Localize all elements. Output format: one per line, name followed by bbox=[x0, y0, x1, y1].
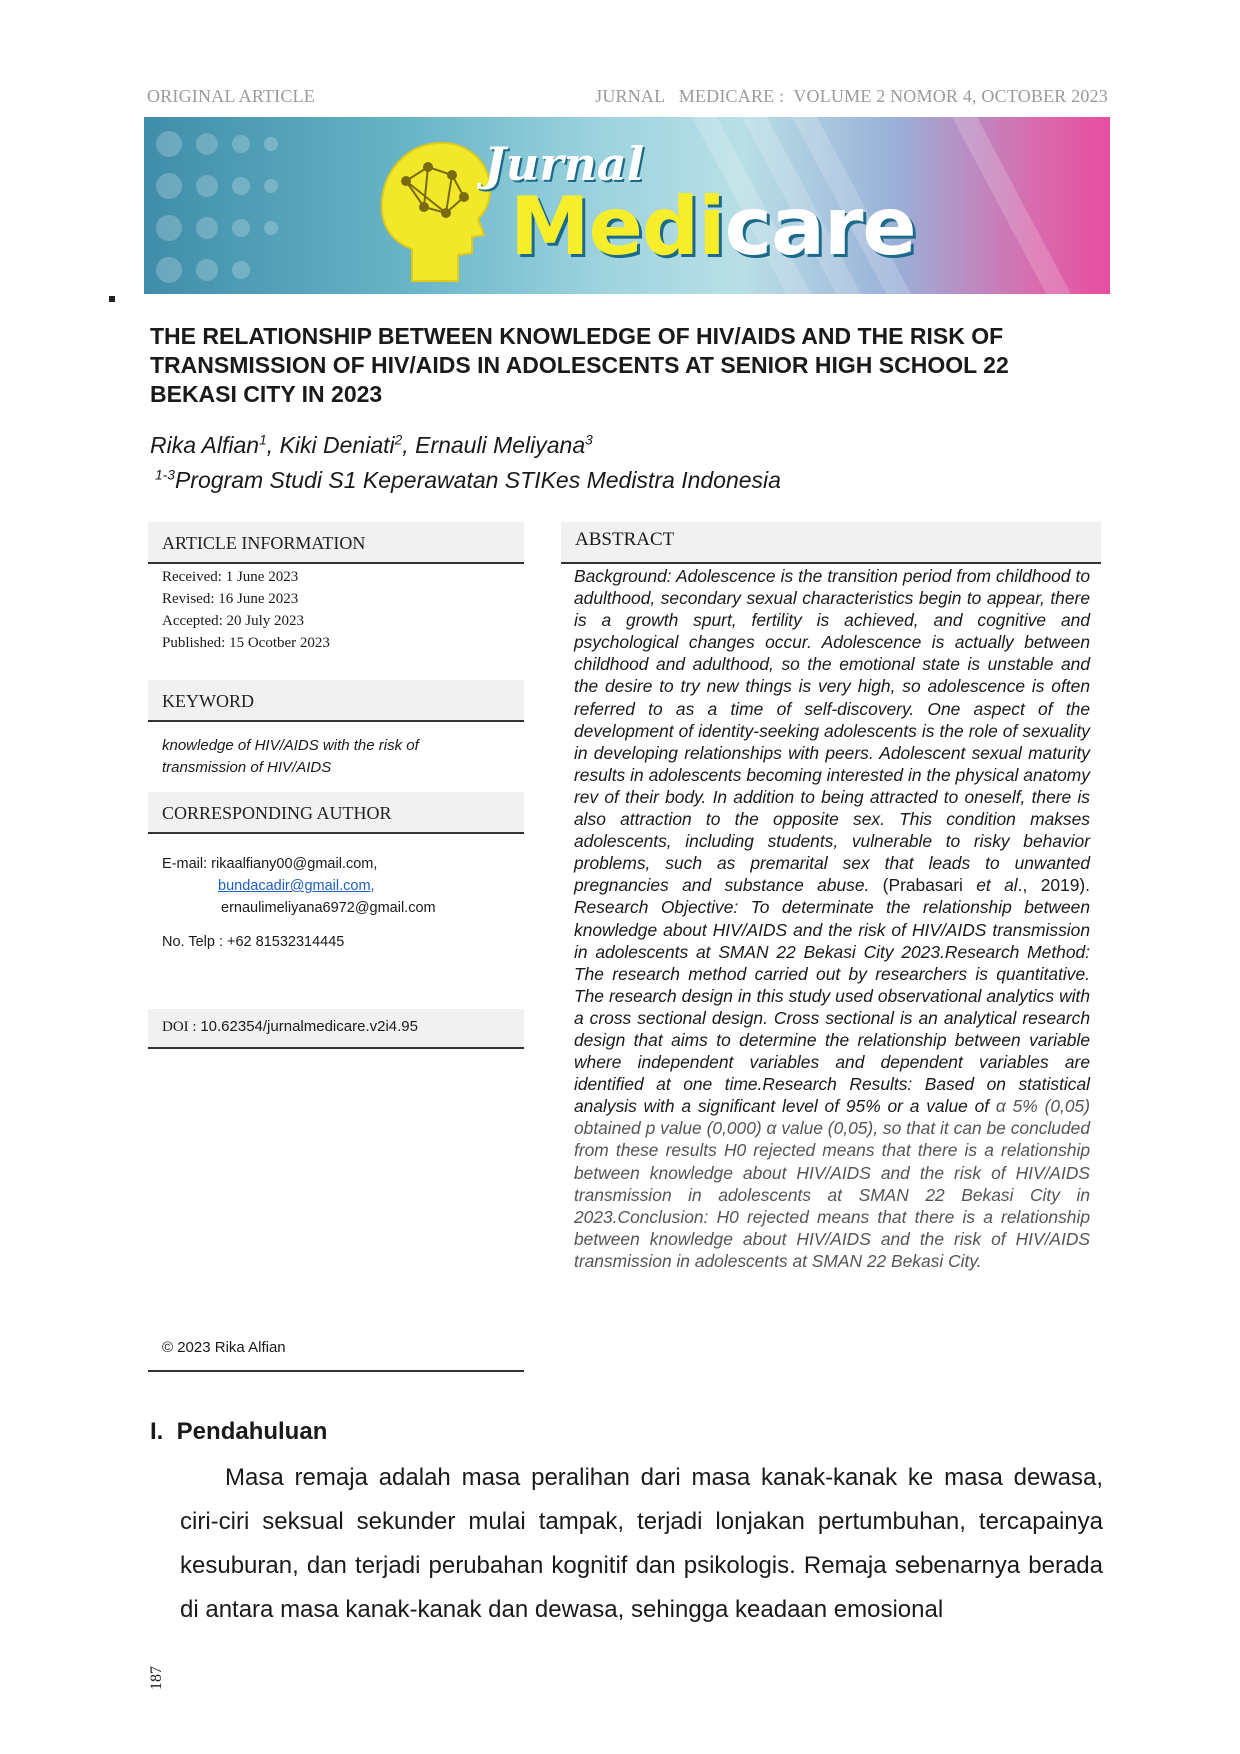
section-heading-introduction: I. Pendahuluan bbox=[150, 1418, 328, 1445]
revised-date: Revised: 16 June 2023 bbox=[162, 591, 299, 607]
keyword-heading: KEYWORD bbox=[148, 680, 524, 722]
banner-title-jurnal: Jurnal bbox=[484, 137, 645, 191]
running-header-left: ORIGINAL ARTICLE bbox=[147, 86, 315, 106]
abstract-text bbox=[574, 565, 1090, 1272]
abstract-part1: Background: Adolescence is the transition period from childhood to adulthood, secondary sexual characteristics begin to appear, there is a growth spurt, fertility is achieved, and cognitive and psychological changes occur. Adolescence is actually between childhood and adulthood, so the emotional state is unstable and the desire to try new things is very high, so adolescence is often referred to as a time of self-discovery. One aspect of the development of identity-seeking adolescents is the role of sexuality in developing relationships with peers. Adolescent sexual maturity results in adolescents becoming interested in the physical anatomy rev of their body. In addition to being attracted to oneself, there is also attraction to the opposite sex. This condition makses adolescents, including students, vulnerable to risky behavior problems, such as premarital sex that leads to unwanted pregnancies and substance abuse. bbox=[574, 566, 1090, 896]
received-date: Received: 1 June 2023 bbox=[162, 569, 299, 585]
author-sup: 1 bbox=[259, 432, 267, 448]
banner-title-care: care bbox=[724, 180, 916, 273]
doi-value[interactable]: 10.62354/jurnalmedicare.v2i4.95 bbox=[200, 1018, 418, 1035]
author-sup: 2 bbox=[394, 432, 403, 448]
abstract-part3: α 5% (0,05) obtained p value (0,000) α value (0,05), so that it can be concluded from these results H0 rejected means that there is a relationship between knowledge about HIV/AIDS and the risk of HIV/AIDS transmission in adolescents at SMAN 22 Bekasi City in 2023.Conclusion: H0 rejected means that there is a relationship between knowledge about HIV/AIDS and the risk of HIV/AIDS transmission in adolescents at SMAN 22 Bekasi City. bbox=[574, 1096, 1090, 1271]
citation-pre: (Prabasari bbox=[869, 875, 977, 896]
article-title: THE RELATIONSHIP BETWEEN KNOWLEDGE OF HIV/AIDS AND THE RISK OF TRANSMISSION OF HIV/AIDS IN ADOLESCENTS AT SENIOR HIGH SCHOOL 22 BEKASI CITY IN 2023 bbox=[150, 323, 1009, 407]
abstract-heading: ABSTRACT bbox=[561, 522, 1101, 564]
accepted-date: Accepted: 20 July 2023 bbox=[162, 613, 305, 629]
citation-post: ., 2019). bbox=[1017, 875, 1090, 896]
copyright-notice: © 2023 Rika Alfian bbox=[162, 1339, 286, 1356]
author-name: Ernauli Meliyana bbox=[415, 432, 586, 458]
brain-head-logo-icon bbox=[372, 131, 502, 291]
affiliation-sup: 1-3 bbox=[155, 467, 175, 483]
corresponding-contact bbox=[162, 853, 436, 953]
published-date: Published: 15 Ocotber 2023 bbox=[162, 635, 330, 651]
banner-title-medi: Medi bbox=[510, 180, 725, 273]
corresponding-author-heading: CORRESPONDING AUTHOR bbox=[148, 792, 524, 834]
stray-bullet bbox=[109, 296, 115, 302]
author-name: Rika Alfian bbox=[150, 432, 260, 458]
author-list: Rika Alfian$^1$, Kiki Deniati$^2$, Ernauli Meliyana$^3$ bbox=[150, 432, 593, 458]
phone-number: No. Telp : +62 81532314445 bbox=[162, 934, 345, 950]
author-sup: 3 bbox=[585, 432, 593, 448]
banner-title-medicare bbox=[510, 180, 916, 273]
copyright-divider bbox=[148, 1370, 524, 1372]
doi-box bbox=[148, 1009, 524, 1049]
article-info-heading: ARTICLE INFORMATION bbox=[148, 522, 524, 564]
abstract-citation bbox=[869, 875, 1090, 895]
article-info-dates bbox=[162, 566, 330, 654]
page-number: 187 bbox=[148, 1666, 165, 1690]
doi-label: DOI : bbox=[162, 1019, 201, 1035]
abstract-part2: Research Objective: To determinate the relationship between knowledge about HIV/AIDS and the risk of HIV/AIDS transmission in adolescents at SMAN 22 Bekasi City 2023.Research Method: The research method carried out by researchers is quantitative. The research design in this study used observational analytics with a cross sectional design. Cross sectional is an analytical research design that aims to determine the relationship between variable where independent variables and dependent variables are identified at one time.Research Results: Based on statistical analysis with a significant level of 95% or a value of bbox=[574, 897, 1090, 1117]
affiliation-text: Program Studi S1 Keperawatan STIKes Medistra Indonesia bbox=[174, 467, 781, 493]
email-tertiary: ernaulimeliyana6972@gmail.com bbox=[221, 900, 436, 916]
journal-banner bbox=[144, 117, 1110, 294]
author-name: Kiki Deniati bbox=[279, 432, 395, 458]
email-link[interactable]: bundacadir@gmail.com, bbox=[218, 878, 375, 894]
citation-etal: et al bbox=[976, 875, 1018, 896]
keyword-text: knowledge of HIV/AIDS with the risk of transmission of HIV/AIDS bbox=[162, 737, 419, 776]
running-header-right: JURNAL MEDICARE : VOLUME 2 NOMOR 4, OCTOBER 2023 bbox=[595, 86, 1108, 106]
introduction-paragraph: Masa remaja adalah masa peralihan dari masa kanak-kanak ke masa dewasa, ciri-ciri seksual sekunder mulai tampak, terjadi lonjakan pertumbuhan, tercapainya kesuburan, dan terjadi perubahan kognitif dan psikologis. Remaja sebenarnya berada di antara masa kanak-kanak dan dewasa, sehingga keadaan emosional bbox=[180, 1464, 1103, 1623]
email-primary: E-mail: rikaalfiany00@gmail.com, bbox=[162, 856, 378, 872]
affiliation bbox=[155, 467, 781, 494]
